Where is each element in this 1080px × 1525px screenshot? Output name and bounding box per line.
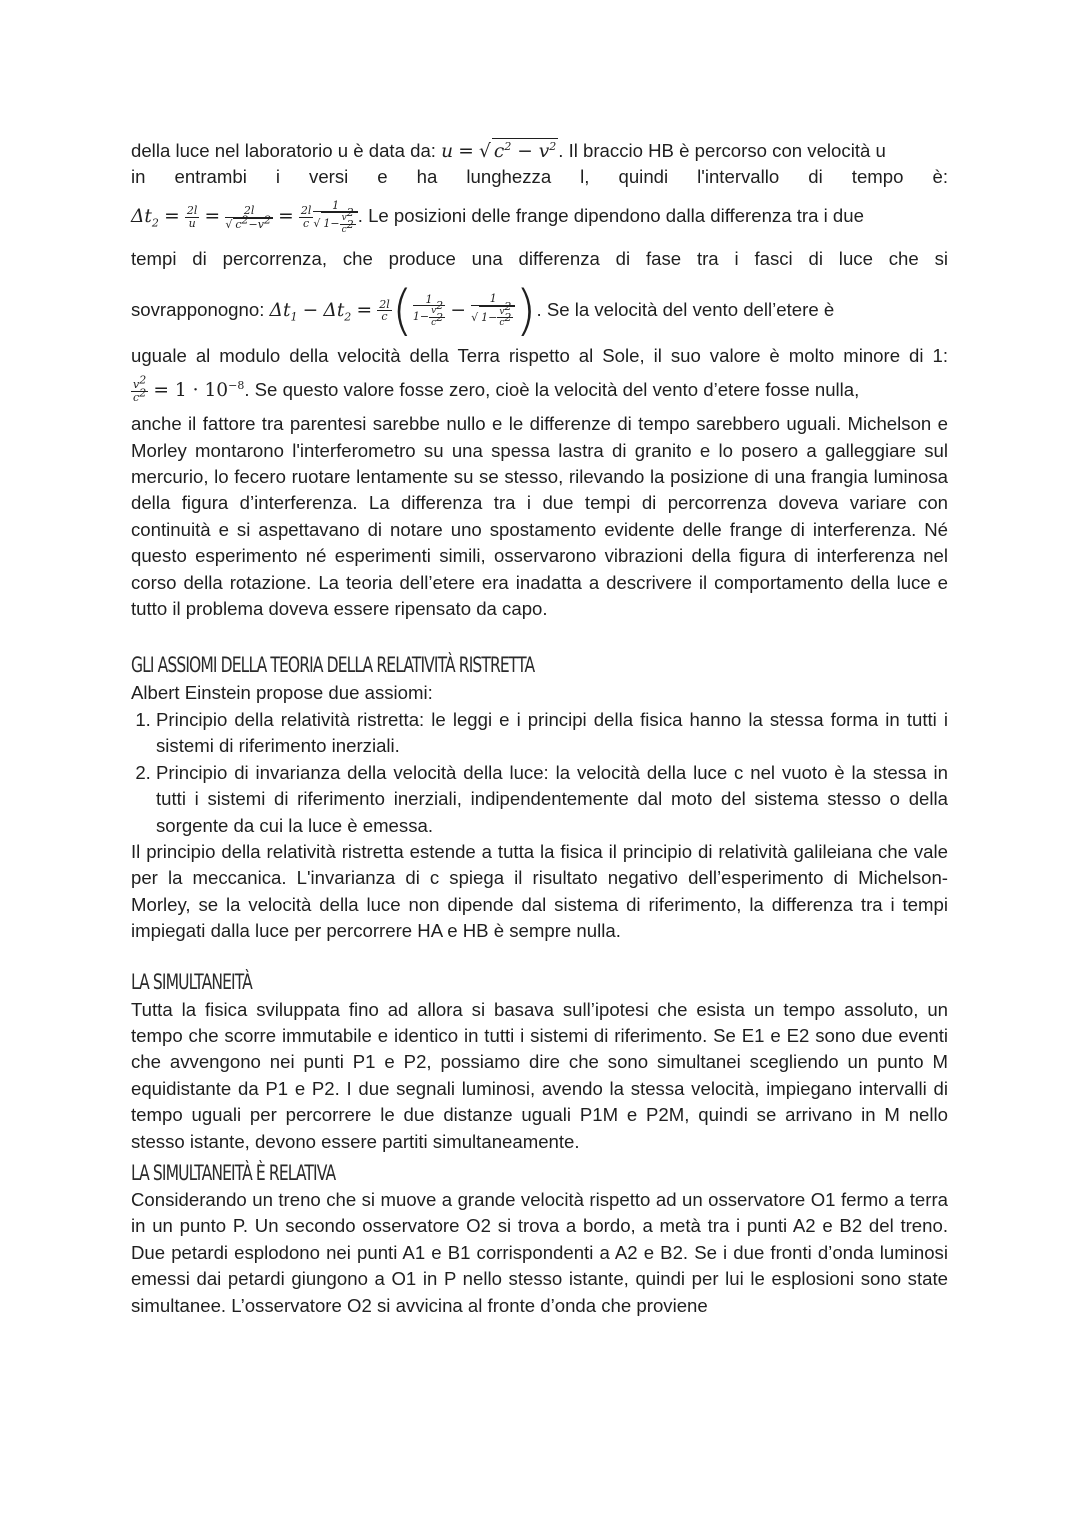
paragraph-rest: anche il fattore tra parentesi sarebbe nullo e le differenze di tempo sarebbero uguali. Michelson e Morley montarono l'interferometro su una spessa lastra di granito e lo posero a galleggiare sul mercurio, lo fecero ruotare lentamente su se stesso, rilevando la posizione di una frangia luminosa della figura d’interferenza. La differenza tra i due tempi di percorrenza doveva variare con continuità e si aspettavano di notare uno spostamento evidente delle frange di interferenza. Né questo esperimento né esperimenti simili, osservarono vibrazioni della figura di interferenza nel corso della rotazione. La teoria dell’etere era inadatta a descrivere il comportamento della luce e tutto il problema doveva essere ripensato da capo.	[131, 413, 948, 620]
text-line: in entrambi i versi e ha lunghezza l, quindi l'intervallo di tempo è:	[131, 166, 948, 187]
page-content	[131, 138, 948, 1319]
list-item: 1. Principio della relatività ristretta: le leggi e i principi della fisica hanno la stessa forma in tutti i sistemi di riferimento inerziali.	[156, 707, 948, 760]
section-heading-simultaneity: LA SIMULTANEITÀ	[131, 969, 252, 994]
formula-line-delta-t2: $\Delta t_2$ = $\frac{2l}{u}$ = $\frac{2l}{√ c^2-v^2}$ = $\frac{2l}{c}$ 1 √ 1− $\frac{v^2}{c^2}$ . Le posizioni delle frange dipendono dalla differenza tra i due	[131, 198, 864, 235]
axioms-list	[131, 707, 948, 839]
section-heading-axioms: GLI ASSIOMI DELLA TEORIA DELLA RELATIVITÀ RISTRETTA	[131, 653, 535, 678]
formula-paragraph	[131, 138, 948, 622]
text-line: della luce nel laboratorio u è data da: u = √ $c^2 - v^2$ . Il braccio HB è percorso con velocità u	[131, 138, 948, 164]
sqrt-symbol: √	[479, 141, 491, 162]
text-line: tempi di percorrenza, che produce una differenza di fase tra i fasci di luce che si	[131, 248, 948, 270]
list-item: 2. Principio di invarianza della velocità della luce: la velocità della luce c nel vuoto è la stessa in tutti i sistemi di riferimento inerziali, indipendentemente dal moto del sistema stesso o della sorgente da cui la luce è emessa.	[156, 760, 948, 839]
formula-line-difference: sovrapponogno: $\Delta t_1 - \Delta t_2$ = $\frac{2l}{c}$ ( 1 1− $\frac{v^2}{c^2}$ − 1 √ 1− $\frac{v^2}{c^2}$ ). Se la velocità del vento dell’etere è	[131, 278, 835, 342]
formula-line-ratio: $\frac{v^2}{c^2}$ = $1 \cdot 10^{-8}$. Se questo valore fosse zero, cioè la velocità del vento d’etere fosse nulla,	[133, 373, 860, 404]
section-heading-relative: LA SIMULTANEITÀ È RELATIVA	[131, 1160, 336, 1185]
simultaneity-body: Tutta la fisica sviluppata fino ad allora si basava sull’ipotesi che esista un tempo assoluto, un tempo che scorre immutabile e identico in tutti i sistemi di riferimento. Se E1 e E2 sono due eventi che avvengono nei punti P1 e P2, possiamo dire che sono simultanei scegliendo un punto M equidistante da P1 e P2. I due segnali luminosi, avendo la stessa velocità, impiegano intervalli di tempo uguali per percorrere le due distanze uguali P1M e P2M, quindi se arrivano in M nello stesso istante, devono essere partiti simultaneamente.	[131, 998, 948, 1152]
formula-u: u	[441, 141, 454, 162]
axioms-intro: Albert Einstein propose due assiomi:	[131, 682, 433, 704]
formula-sqrt-c2-v2: $c^2 - v^2$	[492, 138, 558, 165]
text-line: uguale al modulo della velocità della Terra rispetto al Sole, il suo valore è molto minore di 1:	[131, 344, 948, 366]
axioms-body: Il principio della relatività ristretta estende a tutta la fisica il principio di relatività galileiana che vale per la meccanica. L'invarianza di c spiega il risultato negativo dell’esperimento di Michelson-Morley, se la velocità della luce non dipende dal sistema di riferimento, la differenza tra i tempi impiegati dalla luce per percorrere HA e HB è sempre nulla.	[131, 840, 948, 942]
relative-body: Considerando un treno che si muove a grande velocità rispetto ad un osservatore O1 fermo a terra in un punto P. Un secondo osservatore O2 si trova a bordo, a metà tra i punti A2 e B2 del treno. Due petardi esplodono nei punti A1 e B1 corrispondenti a A2 e B2. Se i due fronti d’onda luminosi emessi dai petardi giungono a O1 in P nello stesso istante, quindi per lui le esplosioni sono state simultanee. L’osservatore O2 si avvicina al fronte d’onda che proviene	[131, 1188, 948, 1316]
